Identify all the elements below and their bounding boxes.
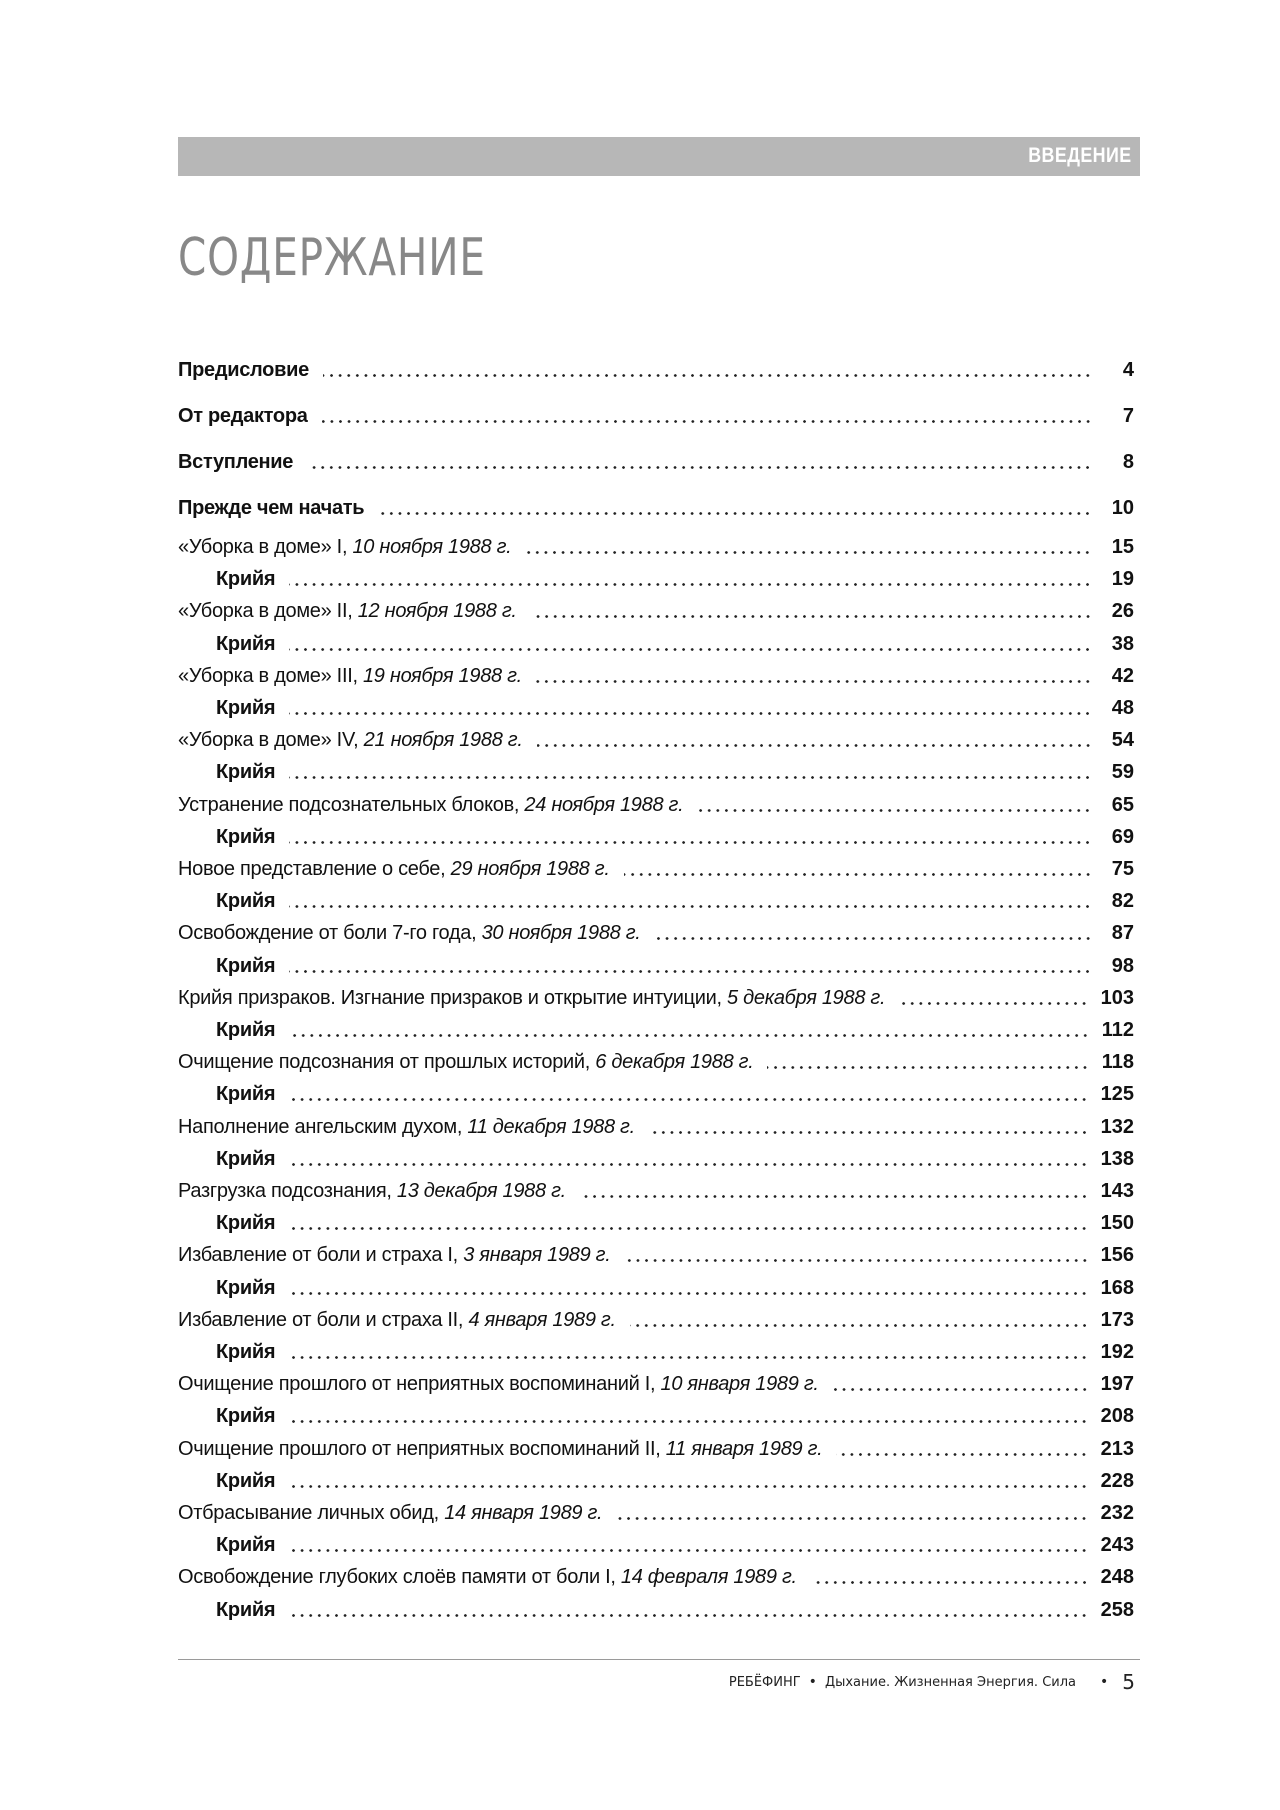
dot-leader: [289, 1467, 1088, 1495]
toc-entry-date: 5 декабря 1988 г.: [727, 987, 886, 1009]
toc-entry-title: [178, 1145, 275, 1173]
dot-leader: [289, 1016, 1090, 1044]
toc-entry[interactable]: [178, 494, 1134, 522]
toc-entry-title-text: Очищение прошлого от неприятных воспоминаний I,: [178, 1373, 661, 1395]
toc-subentry[interactable]: [178, 952, 1134, 980]
toc-entry-title: [178, 1177, 566, 1205]
dot-leader: [289, 565, 1092, 593]
toc-page-number: 173: [1100, 1309, 1134, 1331]
toc-page-number: 48: [1111, 697, 1134, 719]
toc-entry-title-text: Крийя: [216, 568, 276, 590]
toc-entry-date: 30 ноября 1988 г.: [481, 922, 641, 944]
toc-entry-title: [178, 726, 523, 754]
toc-entry-date: 24 ноября 1988 г.: [524, 794, 684, 816]
toc-page-number: 4: [1122, 359, 1134, 381]
dot-leader: [289, 887, 1092, 915]
toc-page-number: 228: [1100, 1470, 1134, 1492]
toc-entry[interactable]: [178, 662, 1134, 690]
toc-entry-title-text: Разгрузка подсознания,: [178, 1180, 397, 1202]
toc-entry-title: [178, 758, 275, 786]
toc-entry-title: [178, 1016, 275, 1044]
page-footer: [729, 1670, 1135, 1694]
dot-leader: [580, 1177, 1089, 1205]
toc-page-number: 65: [1111, 794, 1134, 816]
dot-leader: [649, 1113, 1089, 1141]
toc-entry[interactable]: [178, 1435, 1134, 1463]
toc-entry-title: [178, 597, 517, 625]
toc-entry-title: [178, 1241, 611, 1269]
footer-book-title: РЕБЁФИНГ: [728, 1674, 801, 1690]
toc-subentry[interactable]: [178, 758, 1134, 786]
toc-entry-title-text: Прежде чем начать: [178, 497, 365, 519]
toc-entry-title: [178, 533, 511, 561]
toc-entry[interactable]: [178, 1113, 1134, 1141]
toc-page-number: 19: [1111, 568, 1134, 590]
toc-entry-title-text: Крийя: [216, 1083, 276, 1105]
toc-page-number: 248: [1100, 1566, 1134, 1588]
toc-subentry[interactable]: [178, 565, 1134, 593]
toc-entry-title-text: Крийя: [216, 1599, 276, 1621]
toc-page-number: 197: [1100, 1373, 1134, 1395]
toc-entry[interactable]: [178, 1306, 1134, 1334]
toc-entry-title-text: Очищение прошлого от неприятных воспоминаний II,: [178, 1438, 666, 1460]
toc-entry-title-text: «Уборка в доме» I,: [178, 536, 353, 558]
toc-entry[interactable]: [178, 919, 1134, 947]
toc-page-number: 243: [1100, 1534, 1134, 1556]
dot-leader: [531, 597, 1092, 625]
toc-entry-title-text: Избавление от боли и страха II,: [178, 1309, 469, 1331]
toc-entry-title-text: Крийя: [216, 1534, 276, 1556]
toc-entry-date: 10 ноября 1988 г.: [352, 536, 512, 558]
toc-page-number: 208: [1100, 1405, 1134, 1427]
toc-page-number: 75: [1111, 858, 1134, 880]
toc-entry-title: [178, 1338, 275, 1366]
toc-entry-title-text: Новое представление о себе,: [178, 858, 451, 880]
toc-page-number: 232: [1100, 1502, 1134, 1524]
dot-leader: [323, 356, 1092, 384]
toc-entry[interactable]: [178, 1241, 1134, 1269]
toc-page-number: 59: [1111, 761, 1134, 783]
toc-page-number: 38: [1111, 633, 1134, 655]
toc-entry-title-text: Устранение подсознательных блоков,: [178, 794, 525, 816]
dot-leader: [767, 1048, 1089, 1076]
toc-page-number: 150: [1100, 1212, 1134, 1234]
dot-leader: [289, 1209, 1088, 1237]
toc-entry[interactable]: [178, 1177, 1134, 1205]
toc-page-number: 132: [1100, 1116, 1134, 1138]
toc-entry[interactable]: [178, 356, 1134, 384]
toc-entry-title-text: Освобождение глубоких слоёв памяти от боли I,: [178, 1566, 621, 1588]
toc-page-number: 258: [1100, 1599, 1134, 1621]
toc-entry-title: [178, 402, 308, 430]
dot-leader: [811, 1563, 1089, 1591]
toc-page-number: 10: [1111, 497, 1134, 519]
toc-page-number: 15: [1111, 536, 1134, 558]
toc-entry[interactable]: [178, 402, 1134, 430]
toc-page-number: 143: [1100, 1180, 1134, 1202]
toc-page-number: 98: [1111, 955, 1134, 977]
toc-entry-title-text: Вступление: [178, 451, 294, 473]
toc-entry-title: [178, 1435, 822, 1463]
toc-page-number: 168: [1100, 1277, 1134, 1299]
dot-leader: [833, 1370, 1089, 1398]
section-header-bar: [178, 137, 1140, 176]
toc-subentry[interactable]: [178, 1467, 1134, 1495]
toc-entry[interactable]: [178, 1563, 1134, 1591]
toc-entry-date: 29 ноября 1988 г.: [450, 858, 610, 880]
dot-leader: [899, 984, 1088, 1012]
toc-entry-title: [178, 1370, 819, 1398]
toc-entry-title-text: Крийя: [216, 697, 276, 719]
toc-entry-title-text: Освобождение от боли 7-го года,: [178, 922, 482, 944]
toc-page-number: 192: [1100, 1341, 1134, 1363]
toc-entry-title: [178, 1048, 753, 1076]
toc-subentry[interactable]: [178, 1080, 1134, 1108]
toc-entry[interactable]: [178, 726, 1134, 754]
toc-entry-title-text: Крийя: [216, 1148, 276, 1170]
toc-entry-date: 13 декабря 1988 г.: [396, 1180, 566, 1202]
toc-entry-title: [178, 694, 275, 722]
page-title: СОДЕРЖАНИЕ: [178, 228, 486, 288]
toc-subentry[interactable]: [178, 1016, 1134, 1044]
toc-entry-title: [178, 630, 275, 658]
toc-entry-title-text: Наполнение ангельским духом,: [178, 1116, 468, 1138]
dot-leader: [630, 1306, 1089, 1334]
toc-page-number: 8: [1122, 451, 1134, 473]
dot-leader: [525, 533, 1092, 561]
toc-subentry[interactable]: [178, 1596, 1134, 1624]
toc-entry-title: [178, 791, 683, 819]
toc-entry-date: 14 февраля 1989 г.: [620, 1566, 797, 1588]
toc-entry-title: [178, 855, 610, 883]
toc-entry-title: [178, 1306, 616, 1334]
toc-entry[interactable]: [178, 533, 1134, 561]
toc-entry-title: [178, 662, 522, 690]
dot-leader: [289, 1274, 1088, 1302]
dot-leader: [322, 402, 1092, 430]
dot-leader: [289, 630, 1092, 658]
dot-leader: [624, 855, 1092, 883]
toc-page-number: 103: [1100, 987, 1134, 1009]
toc-subentry[interactable]: [178, 1274, 1134, 1302]
toc-subentry[interactable]: [178, 694, 1134, 722]
toc-subentry[interactable]: [178, 887, 1134, 915]
toc-entry-title: [178, 356, 309, 384]
toc-entry-title-text: Крийя: [216, 955, 276, 977]
footer-divider: [178, 1659, 1140, 1660]
toc-entry-title: [178, 919, 641, 947]
toc-entry-title-text: Крийя: [216, 890, 276, 912]
toc-entry-title: [178, 1467, 275, 1495]
footer-bullet-icon: •: [808, 1674, 817, 1690]
toc-entry-title-text: От редактора: [178, 405, 308, 427]
toc-entry-title-text: Крийя: [216, 1212, 276, 1234]
toc-entry-title-text: Крийя: [216, 1019, 276, 1041]
dot-leader: [289, 1145, 1088, 1173]
toc-entry-title-text: Крийя: [216, 1405, 276, 1427]
toc-entry-date: 11 января 1989 г.: [665, 1438, 823, 1460]
toc-entry[interactable]: [178, 597, 1134, 625]
toc-page-number: 82: [1111, 890, 1134, 912]
toc-subentry[interactable]: [178, 1402, 1134, 1430]
dot-leader: [307, 448, 1092, 476]
toc-entry-title-text: Отбрасывание личных обид,: [178, 1502, 445, 1524]
toc-entry-date: 19 ноября 1988 г.: [362, 665, 522, 687]
toc-page-number: 7: [1122, 405, 1134, 427]
section-label: ВВЕДЕНИЕ: [1028, 144, 1132, 167]
dot-leader: [289, 694, 1092, 722]
toc-entry-title-text: Очищение подсознания от прошлых историй,: [178, 1051, 596, 1073]
toc-subentry[interactable]: [178, 1209, 1134, 1237]
toc-entry-date: 6 декабря 1988 г.: [595, 1051, 754, 1073]
toc-entry-date: 14 января 1989 г.: [444, 1502, 603, 1524]
toc-entry-title-text: Избавление от боли и страха I,: [178, 1244, 464, 1266]
toc-page-number: 138: [1100, 1148, 1134, 1170]
dot-leader: [289, 1402, 1088, 1430]
dot-leader: [836, 1435, 1088, 1463]
toc-entry-title-text: Крийя: [216, 1341, 276, 1363]
toc-page-number: 156: [1100, 1244, 1134, 1266]
toc-subentry[interactable]: [178, 630, 1134, 658]
toc-entry-date: 10 января 1989 г.: [660, 1373, 819, 1395]
toc-entry-title: [178, 448, 293, 476]
toc-entry-title: [178, 1596, 275, 1624]
toc-entry-date: 12 ноября 1988 г.: [357, 600, 517, 622]
toc-page-number: 87: [1111, 922, 1134, 944]
dot-leader: [289, 952, 1092, 980]
toc-entry-title-text: Крийя: [216, 1277, 276, 1299]
toc-entry-date: 11 декабря 1988 г.: [467, 1116, 635, 1138]
dot-leader: [289, 823, 1092, 851]
toc-entry-title: [178, 1080, 275, 1108]
toc-entry-title: [178, 1499, 602, 1527]
toc-entry-title: [178, 565, 275, 593]
dot-leader: [289, 758, 1092, 786]
toc-entry-title: [178, 1274, 275, 1302]
toc-entry-title: [178, 984, 885, 1012]
toc-entry-title: [178, 1113, 635, 1141]
dot-leader: [289, 1531, 1088, 1559]
toc-page-number: 54: [1111, 729, 1134, 751]
toc-subentry[interactable]: [178, 1531, 1134, 1559]
toc-entry[interactable]: [178, 984, 1134, 1012]
toc-subentry[interactable]: [178, 1338, 1134, 1366]
toc-entry-title: [178, 952, 275, 980]
toc-page-number: 69: [1111, 826, 1134, 848]
toc-entry-title: [178, 823, 275, 851]
page-number: 5: [1122, 1670, 1135, 1694]
toc-entry-title-text: Крийя: [216, 761, 276, 783]
toc-page-number: 213: [1100, 1438, 1134, 1460]
toc-entry-title-text: Крийя призраков. Изгнание призраков и открытие интуиции,: [178, 987, 728, 1009]
dot-leader: [289, 1080, 1088, 1108]
toc-entry-title: [178, 1402, 275, 1430]
footer-bullet-icon: •: [1100, 1674, 1109, 1690]
toc-entry[interactable]: [178, 448, 1134, 476]
toc-entry[interactable]: [178, 1048, 1134, 1076]
toc-entry-title-text: «Уборка в доме» IV,: [178, 729, 364, 751]
toc-entry-date: 3 января 1989 г.: [463, 1244, 611, 1266]
dot-leader: [378, 494, 1092, 522]
toc-entry[interactable]: [178, 855, 1134, 883]
toc-entry-title-text: «Уборка в доме» III,: [178, 665, 363, 687]
dot-leader: [616, 1499, 1088, 1527]
toc-entry-title-text: «Уборка в доме» II,: [178, 600, 358, 622]
footer-subtitle: Дыхание. Жизненная Энергия. Сила: [824, 1674, 1076, 1690]
toc-page-number: 118: [1101, 1051, 1134, 1073]
dot-leader: [289, 1596, 1088, 1624]
toc-page-number: 26: [1111, 600, 1134, 622]
toc-page-number: 42: [1111, 665, 1134, 687]
toc-entry-title-text: Крийя: [216, 826, 276, 848]
dot-leader: [536, 662, 1092, 690]
toc-entry[interactable]: [178, 791, 1134, 819]
toc-entry-date: 21 ноября 1988 г.: [363, 729, 523, 751]
dot-leader: [289, 1338, 1088, 1366]
dot-leader: [537, 726, 1092, 754]
toc-entry-date: 4 января 1989 г.: [468, 1309, 616, 1331]
toc-entry-title-text: Крийя: [216, 633, 276, 655]
toc-page-number: 125: [1100, 1083, 1134, 1105]
toc-subentry[interactable]: [178, 823, 1134, 851]
toc-entry-title: [178, 1209, 275, 1237]
toc-entry-title: [178, 887, 275, 915]
toc-entry-title-text: Предисловие: [178, 359, 309, 381]
toc-subentry[interactable]: [178, 1145, 1134, 1173]
dot-leader: [625, 1241, 1089, 1269]
toc-entry-title: [178, 1531, 275, 1559]
toc-entry-title: [178, 494, 364, 522]
toc-entry[interactable]: [178, 1499, 1134, 1527]
toc-entry-title: [178, 1563, 797, 1591]
dot-leader: [697, 791, 1092, 819]
toc-entry-title-text: Крийя: [216, 1470, 276, 1492]
toc-page-number: 112: [1101, 1019, 1134, 1041]
toc-entry[interactable]: [178, 1370, 1134, 1398]
dot-leader: [655, 919, 1092, 947]
